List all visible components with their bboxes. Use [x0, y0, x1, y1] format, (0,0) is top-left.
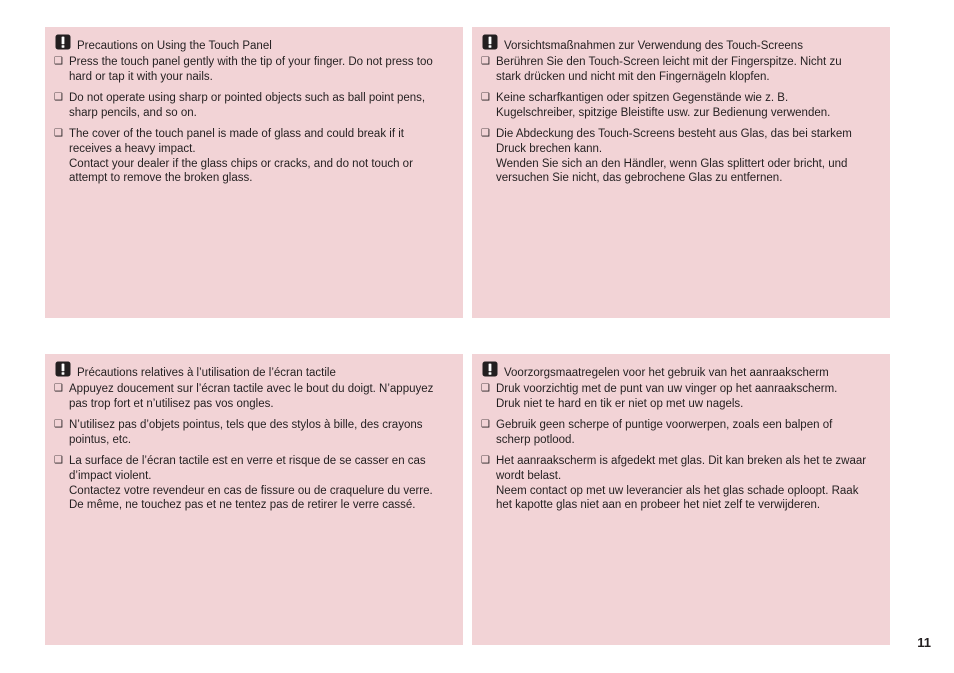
warning-exclamation-icon [482, 34, 498, 50]
panel-title: Vorsichtsmaßnahmen zur Verwendung des Touch-Screens [504, 40, 803, 52]
precautions-panel-de [472, 27, 890, 318]
checkbox-square-icon: ❑ [481, 92, 490, 104]
precautions-panel-en [45, 27, 463, 318]
precaution-list [482, 55, 882, 186]
warning-exclamation-icon [55, 361, 71, 377]
warning-exclamation-icon [55, 34, 71, 50]
panel-heading [482, 34, 882, 55]
checkbox-square-icon: ❑ [481, 383, 490, 394]
precaution-list [55, 55, 455, 186]
list-item: ❑ Keine scharfkantigen oder spitzen Gegenstände wie z. B. Kugelschreiber, spitzige Bleistifte usw. zur Bedienung verwenden. [481, 92, 831, 119]
checkbox-square-icon: ❑ [54, 92, 63, 104]
checkbox-square-icon: ❑ [54, 419, 63, 431]
panel-heading [482, 361, 882, 382]
precautions-panel-nl [472, 354, 890, 645]
list-item: ❑ Druk voorzichtig met de punt van uw vinger op het aanraakscherm. Druk niet te hard en tik er niet op met uw nagels. [481, 383, 838, 410]
panel-title: Voorzorgsmaatregelen voor het gebruik van het aanraakscherm [504, 367, 829, 379]
checkbox-square-icon: ❑ [481, 128, 490, 140]
precaution-list [55, 382, 455, 513]
checkbox-square-icon: ❑ [54, 455, 63, 467]
checkbox-square-icon: ❑ [481, 56, 490, 67]
list-item: ❑ Gebruik geen scherpe of puntige voorwerpen, zoals een balpen of scherp potlood. [481, 419, 833, 446]
panel-heading [55, 34, 455, 55]
list-item: ❑ La surface de l’écran tactile est en verre et risque de se casser en cas d’impact violent. Contactez votre revendeur en cas de fissure ou de craquelure du verre. De même, ne touchez pas et ne tentez pas de retirer le verre cassé. [54, 455, 433, 512]
checkbox-square-icon: ❑ [54, 383, 63, 394]
page-number: 11 [917, 635, 931, 650]
list-item: ❑ Die Abdeckung des Touch-Screens besteht aus Glas, das bei starkem Druck brechen kann. Wenden Sie sich an den Händler, wenn Glas splittert oder bricht, und versuchen Sie nicht, das gebrochene Glas zu entfernen. [481, 128, 852, 185]
list-item: ❑ N’utilisez pas d’objets pointus, tels que des stylos à bille, des crayons pointus, etc. [54, 419, 423, 446]
panel-title: Precautions on Using the Touch Panel [77, 40, 272, 52]
warning-exclamation-icon [482, 361, 498, 377]
checkbox-square-icon: ❑ [481, 455, 490, 467]
checkbox-square-icon: ❑ [54, 128, 63, 140]
list-item: ❑ Press the touch panel gently with the tip of your finger. Do not press too hard or tap it with your nails. [54, 56, 433, 83]
checkbox-square-icon: ❑ [54, 56, 63, 67]
list-item: ❑ Appuyez doucement sur l’écran tactile avec le bout du doigt. N’appuyez pas trop fort et n’utilisez pas vos ongles. [54, 383, 434, 410]
precaution-list [482, 382, 882, 513]
list-item: ❑ Berühren Sie den Touch-Screen leicht mit der Fingerspitze. Nicht zu stark drücken und nicht mit den Fingernägeln klopfen. [481, 56, 842, 83]
panel-title: Précautions relatives à l’utilisation de l’écran tactile [77, 367, 336, 379]
list-item: ❑ The cover of the touch panel is made of glass and could break if it receives a heavy impact. Contact your dealer if the glass chips or cracks, and do not touch or attempt to remove the broken glass. [54, 128, 413, 185]
list-item: ❑ Do not operate using sharp or pointed objects such as ball point pens, sharp pencils, and so on. [54, 92, 426, 119]
list-item: ❑ Het aanraakscherm is afgedekt met glas. Dit kan breken als het te zwaar wordt belast. Neem contact op met uw leverancier als het glas schade oploopt. Raak het kapotte glas niet aan en probeer het niet zelf te verwijderen. [481, 455, 867, 512]
checkbox-square-icon: ❑ [481, 419, 490, 431]
panel-heading [55, 361, 455, 382]
precautions-panel-fr [45, 354, 463, 645]
